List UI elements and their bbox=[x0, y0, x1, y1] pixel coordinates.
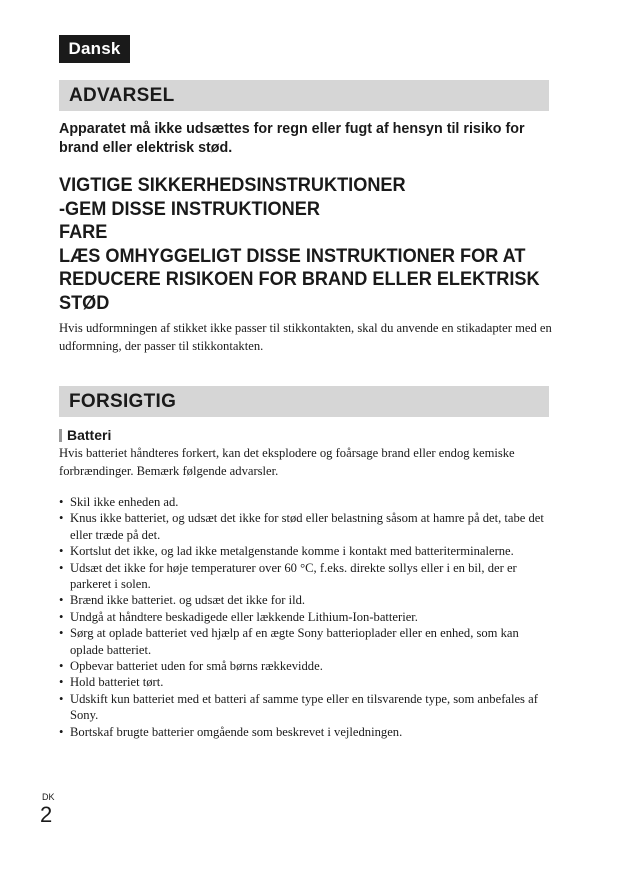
list-item: • Bortskaf brugte batterier omgående som beskrevet i vejledningen. bbox=[59, 724, 554, 740]
language-tag: Dansk bbox=[59, 35, 130, 63]
safety-heading bbox=[59, 174, 559, 315]
list-item: • Brænd ikke batteriet. og udsæt det ikke for ild. bbox=[59, 592, 554, 608]
list-item: • Hold batteriet tørt. bbox=[59, 674, 554, 690]
safety-heading-line: STØD bbox=[59, 291, 110, 314]
safety-heading-line: VIGTIGE SIKKERHEDSINSTRUKTIONER bbox=[59, 174, 406, 196]
list-item: • Udskift kun batteriet med et batteri af samme type eller en tilsvarende type, som anbefales af Sony. bbox=[59, 691, 554, 724]
safety-heading-line: LÆS OMHYGGELIGT DISSE INSTRUKTIONER FOR AT bbox=[59, 244, 526, 267]
battery-subheading bbox=[59, 426, 111, 444]
caution-title: FORSIGTIG bbox=[69, 391, 177, 412]
page-number: 2 bbox=[40, 802, 53, 827]
battery-intro-text: Hvis batteriet håndteres forkert, kan det eksplodere og foårsage brand eller endog kemiske forbrændinger. Bemærk følgende advarsler. bbox=[59, 446, 515, 478]
list-item: • Knus ikke batteriet, og udsæt det ikke for stød eller belastning såsom at hamre på det, tabe det eller træde på det. bbox=[59, 510, 554, 543]
battery-heading: Batteri bbox=[67, 427, 112, 443]
list-item: • Skil ikke enheden ad. bbox=[59, 494, 554, 510]
list-item: • Opbevar batteriet uden for små børns rækkevidde. bbox=[59, 658, 554, 674]
list-item: • Udsæt det ikke for høje temperaturer over 60 °C, f.eks. direkte sollys eller i en bil, der er parkeret i solen. bbox=[59, 560, 554, 593]
plug-adapter-text: Hvis udformningen af stikket ikke passer til stikkontakten, skal du anvende en stikadapter med en udformning, der passer til stikkontakten. bbox=[59, 321, 552, 353]
region-code: DK bbox=[42, 792, 55, 802]
list-item: • Sørg at oplade batteriet ved hjælp af en ægte Sony batterioplader eller en enhed, som kan oplade batteriet. bbox=[59, 625, 554, 658]
battery-warning-list bbox=[59, 494, 554, 740]
list-item: • Kortslut det ikke, og lad ikke metalgenstande komme i kontakt med batteriterminalerne. bbox=[59, 543, 554, 559]
safety-heading-line: FARE bbox=[59, 221, 108, 243]
safety-heading-line: REDUCERE RISIKOEN FOR BRAND ELLER ELEKTRISK bbox=[59, 268, 540, 290]
warning-title: ADVARSEL bbox=[69, 85, 175, 106]
warning-text: Apparatet må ikke udsættes for regn eller fugt af hensyn til risiko for brand eller elektrisk stød. bbox=[59, 121, 525, 156]
subheading-marker bbox=[59, 429, 62, 442]
caution-section-bar bbox=[59, 386, 549, 417]
list-item: • Undgå at håndtere beskadigede eller lækkende Lithium-Ion-batterier. bbox=[59, 609, 554, 625]
warning-section-bar bbox=[59, 80, 549, 111]
safety-heading-line: -GEM DISSE INSTRUKTIONER bbox=[59, 197, 320, 220]
